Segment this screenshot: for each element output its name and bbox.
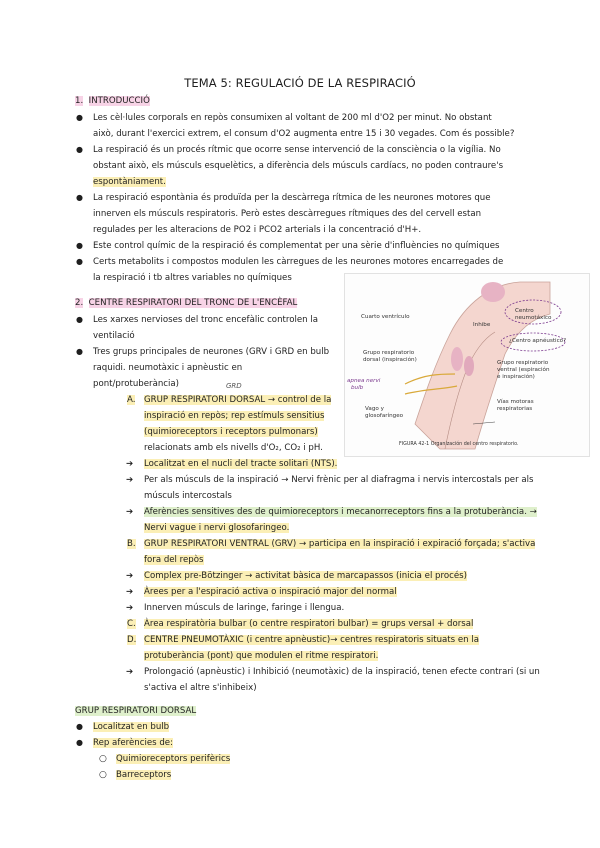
item-a-1 [144,392,331,408]
item-a-letter-text: A. [127,395,136,405]
section-1-heading [75,93,150,109]
bullet-dot: ● [76,241,83,250]
item-a-2-text: inspiració en repòs; rep estímuls sensitius [144,411,325,421]
item-c-1 [144,616,473,632]
s2-b2a: Tres grups principales de neurones (GRV i GRD en bulb [93,347,330,357]
item-a-letter [127,392,135,408]
item-b-arrow-1 [144,568,467,584]
item-d-arrow-1b: s'activa el altre s'inhibeix) [144,683,257,693]
label-vago-2: glosofaríngeo [365,413,404,419]
s1-b2c [93,174,166,190]
item-b-letter-text: B. [127,539,136,549]
s3-c1-text: Quimioreceptors perifèrics [116,754,231,764]
label-vago-1: Vago y [365,406,384,412]
item-a-arrow-3b [144,520,289,536]
item-c-1-text: Àrea respiratòria bulbar (o centre respiratori bulbar) = grups versal + dorsal [144,619,474,629]
handwritten-note: apnea nervi [347,378,381,384]
section-2-label: CENTRE RESPIRATORI DEL TRONC DE L'ENCÈFAL [88,298,298,308]
item-b-arrow-2-text: Àrees per a l'espiració activa o inspiració major del normal [144,587,397,597]
page-title: TEMA 5: REGULACIÓ DE LA RESPIRACIÓ [184,76,416,90]
s3-b1 [93,719,169,735]
section-3-heading [75,703,196,719]
section-1-label: INTRODUCCIÓ [88,96,150,106]
handwritten-note: GRD [226,382,242,390]
item-b-1 [144,536,535,552]
s3-b1-text: Localitzat en bulb [93,722,170,732]
arrow-bullet: ➔ [126,507,134,517]
bullet-dot: ● [76,257,83,266]
item-c-letter [127,616,136,632]
arrow-bullet: ➔ [126,587,134,597]
item-b-arrow-2 [144,584,397,600]
item-d-1-text: CENTRE PNEUMOTÀXIC (i centre apnèustic)→ centres respiratoris situats en la [144,635,479,645]
s3-b2-text: Rep aferències de: [93,738,173,748]
item-a-3 [144,424,318,440]
item-a-arrow-3a-text: Aferències sensitives des de quimioreceptors i mecanorreceptors fins a la protuberància. → [144,507,537,517]
label-ventral-2: ventral (espiración [497,367,550,373]
item-d-1 [144,632,479,648]
label-vias-1: Vías motoras [497,399,534,405]
s1-b2b: obstant això, els músculs esquelètics, a diferència dels músculs cardíacs, no poden contraure's [93,161,504,171]
s2-b2c: pont/protuberància) [93,379,180,389]
item-b-1-text: GRUP RESPIRATORI VENTRAL (GRV) → participa en la inspiració i expiració forçada; s'activa [144,539,536,549]
item-a-3-text: (quimioreceptors i receptors pulmonars) [144,427,318,437]
item-d-2-text: protuberància (pont) que modulen el ritme respiratori. [144,651,379,661]
item-a-2 [144,408,324,424]
label-ventral-3: e inspiración) [497,374,535,380]
s3-b2 [93,735,173,751]
item-c-letter-text: C. [127,619,136,629]
bullet-dot: ● [76,315,83,324]
item-d-2 [144,648,378,664]
bullet-dot: ● [76,738,83,747]
bullet-dot: ● [76,113,83,122]
item-b-2 [144,552,204,568]
label-cuarto-ventriculo: Cuarto ventrículo [361,314,410,320]
bullet-dot: ● [76,347,83,356]
section-3-label: GRUP RESPIRATORI DORSAL [75,706,197,716]
item-d-letter [127,632,136,648]
label-dorsal-1: Grupo respiratorio [363,350,415,356]
s1-b3a: La respiració espontània és produïda per la descàrrega rítmica de les neurones motores que [93,193,491,203]
circle-bullet: ○ [99,770,107,780]
item-a-arrow-1 [144,456,337,472]
item-d-arrow-1a: Prolongació (apnèustic) i Inhibició (neumotàxic) de la inspiració, tenen efecte contrari (si un [144,667,540,677]
label-dorsal-2: dorsal (inspiración) [363,357,417,363]
s1-b5a: Certs metabolits i compostos modulen les càrregues de les neurones motores encarregades de [93,257,504,267]
item-a-arrow-2b: músculs intercostals [144,491,232,501]
s1-b4: Este control químic de la respiració és complementat per una sèrie d'influències no químiques [93,241,500,251]
item-b-letter [127,536,136,552]
bullet-dot: ● [76,145,83,154]
item-d-letter-text: D. [127,635,137,645]
item-a-1-text: GRUP RESPIRATORI DORSAL → control de la [144,395,332,405]
label-vias-2: respiratorias [497,406,533,412]
label-centro-neumotaxico: Centro neumotáxico [515,308,552,321]
section-2-number: 2. [75,298,84,308]
arrow-bullet: ➔ [126,459,134,469]
brainstem-illustration [345,274,589,456]
arrow-bullet: ➔ [126,571,134,581]
s1-b3c: regulades per les alteracions de PO2 i PCO2 arterials i la concentració d'H+. [93,225,422,235]
item-a-arrow-2a: Per als músculs de la inspiració → Nervi frènic per al diafragma i nervis intercostals per als [144,475,534,485]
s2-b1b: ventilació [93,331,135,341]
arrow-bullet: ➔ [126,667,134,677]
s2-b1a: Les xarxes nervioses del tronc encefàlic controlen la [93,315,318,325]
s1-b1a: Les cèl·lules corporals en repòs consumixen al voltant de 200 ml d'O2 per minut. No obstant [93,113,492,123]
s3-c2-text: Barreceptors [116,770,172,780]
bullet-dot: ● [76,722,83,731]
item-b-arrow-1-text: Complex pre-Bötzinger → activitat bàsica de marcapassos (inicia el procés) [144,571,467,581]
s3-c1 [116,751,230,767]
s1-b2c-text: espontàniament. [93,177,166,187]
respiratory-center-figure [344,273,590,457]
s3-c2 [116,767,171,783]
s1-b1b: això, durant l'exercici extrem, el consum d'O2 augmenta entre 15 i 30 vegades. Com és possible? [93,129,515,139]
s2-b2b: raquidi. neumotàxic i apnèustic en [93,363,243,373]
bullet-dot: ● [76,193,83,202]
label-ventral-1: Grupo respiratorio [497,360,549,366]
arrow-bullet: ➔ [126,475,134,485]
figure-caption: FIGURA 42-1 Organización del centro respiratorio. [399,442,519,447]
s1-b3b: innerven els músculs respiratoris. Però estes descàrregues rítmiques des del cervell estan [93,209,482,219]
item-a-4: relacionats amb els nivells d'O₂, CO₂ i pH. [144,443,323,453]
item-b-2-text: fora del repòs [144,555,204,565]
item-a-arrow-3b-text: Nervi vague i nervi glosofaringeo. [144,523,290,533]
item-b-arrow-3: Innerven músculs de laringe, faringe i llengua. [144,603,345,613]
handwritten-note: bulb [351,385,364,391]
section-1-number: 1. [75,96,84,106]
item-a-arrow-1-text: Localitzat en el nucli del tracte solitari (NTS). [144,459,338,469]
label-centro-apneustico: ¿Centro apnéustico? [509,338,567,344]
arrow-bullet: ➔ [126,603,134,613]
item-a-arrow-3a [144,504,537,520]
s1-b5b: la respiració i tb altres variables no químiques [93,273,292,283]
label-inhibe: Inhibe [473,322,491,328]
s1-b2a: La respiració és un procés rítmic que ocorre sense intervenció de la consciència o la vigília. No [93,145,501,155]
circle-bullet: ○ [99,754,107,764]
section-2-heading [75,295,297,311]
